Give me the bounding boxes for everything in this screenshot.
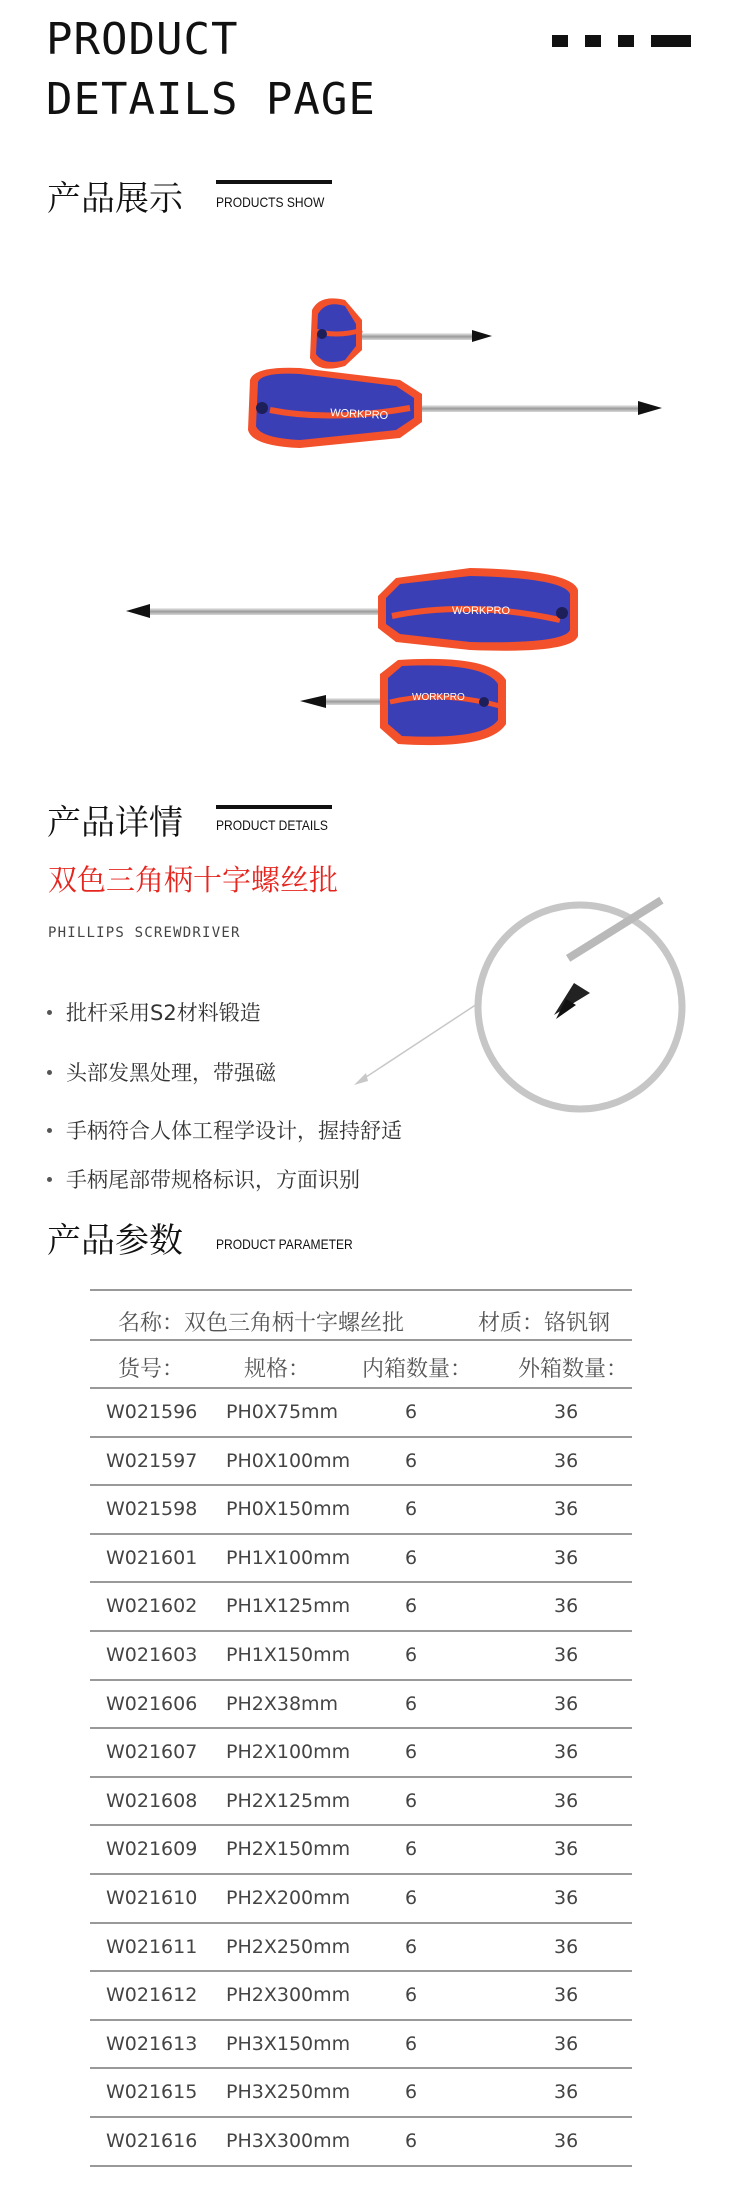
- table-header-outer-qty: 外箱数量：: [518, 1357, 629, 1382]
- decor-dash-1: [552, 35, 568, 47]
- screwdriver-small-left: [300, 659, 506, 745]
- outer-qty-cell: 36: [554, 1449, 579, 1472]
- item-no-cell: W021597: [106, 1449, 198, 1472]
- svg-text:WORKPRO: WORKPRO: [329, 407, 389, 423]
- item-no-cell: W021598: [106, 1498, 198, 1521]
- decor-dash-2: [585, 35, 601, 47]
- screwdriver-long-left: [126, 568, 578, 651]
- screwdriver-small-right: [310, 298, 492, 368]
- outer-qty-cell: 36: [554, 1401, 579, 1423]
- spec-cell: PH3X150mm: [226, 2032, 351, 2055]
- outer-qty-cell: 36: [554, 1935, 579, 1958]
- inner-qty-cell: 6: [405, 1595, 418, 1618]
- feature-item: [47, 1164, 360, 1194]
- inner-qty-cell: 6: [405, 1887, 418, 1909]
- outer-qty-cell: 36: [554, 2032, 579, 2055]
- table-row: [0, 1389, 730, 1437]
- spec-cell: PH2X125mm: [226, 1789, 351, 1812]
- bullet-icon: [47, 1128, 52, 1133]
- product-name-cn: 双色三角柄十字螺丝批: [48, 863, 339, 897]
- product-image: [0, 270, 730, 750]
- feature-text: 手柄尾部带规格标识，方面识别: [66, 1168, 360, 1192]
- outer-qty-cell: 36: [554, 1692, 579, 1715]
- section-bar-show: [216, 180, 332, 184]
- item-no-cell: W021601: [106, 1546, 198, 1569]
- feature-item: [47, 1115, 402, 1145]
- table-name-label: 名称：双色三角柄十字螺丝批: [118, 1311, 405, 1336]
- table-row: [0, 2069, 730, 2117]
- item-no-cell: W021607: [106, 1741, 198, 1764]
- svg-text:WORKPRO: WORKPRO: [452, 605, 511, 617]
- bullet-icon: [47, 1177, 52, 1182]
- table-row: [0, 1632, 730, 1680]
- inner-qty-cell: 6: [405, 1449, 418, 1472]
- decor-dash-4: [651, 35, 691, 47]
- outer-qty-cell: 36: [554, 1789, 579, 1812]
- feature-text: 头部发黑处理，带强磁: [66, 1061, 276, 1085]
- spec-cell: PH1X125mm: [226, 1595, 351, 1618]
- inner-qty-cell: 6: [405, 1401, 418, 1423]
- outer-qty-cell: 36: [554, 1887, 579, 1909]
- spec-cell: PH2X200mm: [226, 1887, 351, 1909]
- inner-qty-cell: 6: [405, 1984, 418, 2007]
- table-row: [0, 1924, 730, 1972]
- table-row: [0, 2118, 730, 2166]
- table-row: [0, 1875, 730, 1923]
- section-title-parameter: 产品参数: [47, 1221, 183, 1261]
- outer-qty-cell: 36: [554, 1498, 579, 1521]
- item-no-cell: W021612: [106, 1984, 198, 2007]
- spec-cell: PH2X250mm: [226, 1935, 351, 1958]
- svg-text:WORKPRO: WORKPRO: [412, 692, 465, 703]
- screwdriver-long-right: [248, 368, 662, 448]
- item-no-cell: W021611: [106, 1935, 198, 1958]
- outer-qty-cell: 36: [554, 2130, 579, 2152]
- spec-cell: PH2X100mm: [226, 1741, 351, 1764]
- spec-cell: PH0X100mm: [226, 1449, 351, 1472]
- outer-qty-cell: 36: [554, 1838, 579, 1861]
- item-no-cell: W021602: [106, 1595, 198, 1618]
- inner-qty-cell: 6: [405, 1935, 418, 1958]
- outer-qty-cell: 36: [554, 1984, 579, 2007]
- outer-qty-cell: 36: [554, 1595, 579, 1618]
- table-row: [0, 1535, 730, 1583]
- spec-cell: PH1X150mm: [226, 1644, 351, 1666]
- spec-cell: PH0X75mm: [226, 1401, 339, 1423]
- table-rule: [90, 2165, 632, 2167]
- spec-cell: PH3X250mm: [226, 2081, 351, 2104]
- table-material-label: 材质：铬钒钢: [478, 1311, 611, 1336]
- table-row: [0, 1778, 730, 1826]
- page-title-line2: DETAILS PAGE: [46, 74, 376, 125]
- decor-dash-3: [618, 35, 634, 47]
- table-header-spec: 规格：: [244, 1357, 311, 1382]
- bullet-icon: [47, 1070, 52, 1075]
- spec-cell: PH3X300mm: [226, 2130, 351, 2152]
- inner-qty-cell: 6: [405, 1741, 418, 1764]
- inner-qty-cell: 6: [405, 1644, 418, 1666]
- inner-qty-cell: 6: [405, 1498, 418, 1521]
- outer-qty-cell: 36: [554, 1741, 579, 1764]
- bullet-icon: [47, 1010, 52, 1015]
- table-row: [0, 2021, 730, 2069]
- section-subtitle-show: PRODUCTS SHOW: [216, 194, 325, 210]
- table-header-item-no: 货号：: [118, 1357, 185, 1382]
- inner-qty-cell: 6: [405, 1546, 418, 1569]
- feature-text: 批杆采用S2材料锻造: [66, 1001, 261, 1025]
- item-no-cell: W021615: [106, 2081, 198, 2104]
- item-no-cell: W021608: [106, 1789, 198, 1812]
- table-row: [0, 1729, 730, 1777]
- inner-qty-cell: 6: [405, 1692, 418, 1715]
- inner-qty-cell: 6: [405, 2032, 418, 2055]
- section-subtitle-details: PRODUCT DETAILS: [216, 817, 328, 833]
- spec-cell: PH0X150mm: [226, 1498, 351, 1521]
- inner-qty-cell: 6: [405, 2081, 418, 2104]
- table-row: [0, 1681, 730, 1729]
- section-bar-details: [216, 805, 332, 809]
- table-row: [0, 1826, 730, 1874]
- spec-cell: PH1X100mm: [226, 1546, 351, 1569]
- tip-detail-illustration: [330, 895, 730, 1115]
- table-rule: [90, 1289, 632, 1291]
- table-row: [0, 1972, 730, 2020]
- inner-qty-cell: 6: [405, 1838, 418, 1861]
- item-no-cell: W021609: [106, 1838, 198, 1861]
- item-no-cell: W021603: [106, 1644, 198, 1666]
- table-row: [0, 1583, 730, 1631]
- feature-item: [47, 997, 261, 1027]
- table-rule: [90, 1339, 632, 1341]
- item-no-cell: W021610: [106, 1887, 198, 1909]
- feature-item: [47, 1057, 276, 1087]
- spec-cell: PH2X150mm: [226, 1838, 351, 1861]
- outer-qty-cell: 36: [554, 1644, 579, 1666]
- product-name-en: PHILLIPS SCREWDRIVER: [48, 925, 241, 941]
- item-no-cell: W021606: [106, 1692, 198, 1715]
- section-title-show: 产品展示: [47, 179, 183, 219]
- outer-qty-cell: 36: [554, 2081, 579, 2104]
- spec-cell: PH2X38mm: [226, 1692, 339, 1715]
- item-no-cell: W021596: [106, 1401, 198, 1423]
- spec-cell: PH2X300mm: [226, 1984, 351, 2007]
- page-title-line1: PRODUCT: [46, 14, 239, 65]
- table-row: [0, 1486, 730, 1534]
- table-row: [0, 1438, 730, 1486]
- item-no-cell: W021613: [106, 2032, 198, 2055]
- section-title-details: 产品详情: [47, 803, 183, 843]
- feature-text: 手柄符合人体工程学设计，握持舒适: [66, 1119, 402, 1143]
- section-subtitle-parameter: PRODUCT PARAMETER: [216, 1236, 353, 1252]
- item-no-cell: W021616: [106, 2130, 198, 2152]
- inner-qty-cell: 6: [405, 2130, 418, 2152]
- inner-qty-cell: 6: [405, 1789, 418, 1812]
- outer-qty-cell: 36: [554, 1546, 579, 1569]
- table-header-inner-qty: 内箱数量：: [362, 1357, 473, 1382]
